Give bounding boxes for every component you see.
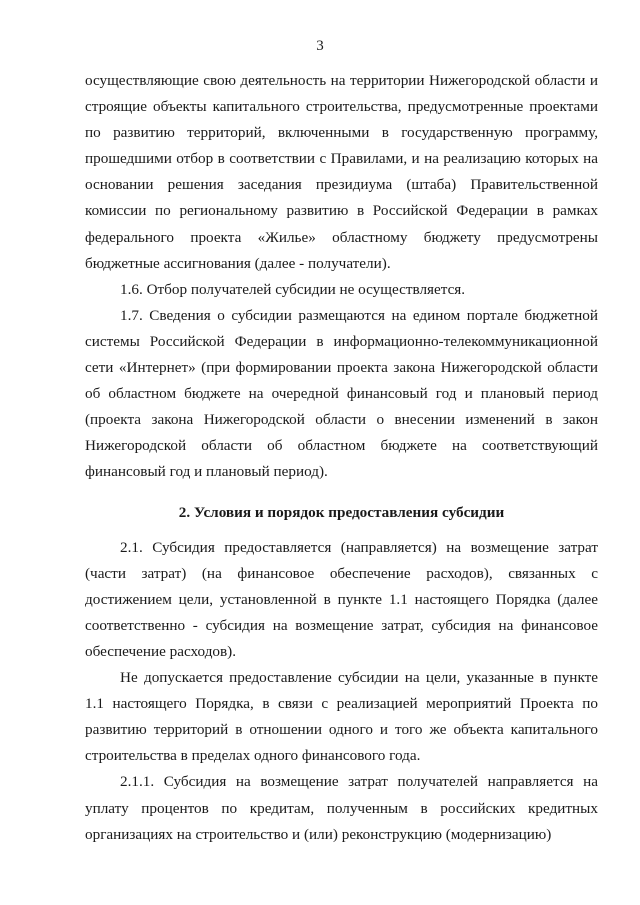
- paragraph-2-1: 2.1. Субсидия предоставляется (направляется) на возмещение затрат (части затрат) (на финансовое обеспечение расходов), связанных с достижением цели, установленной в пункте 1.1 настоящего Порядка (далее соответственно - субсидия на возмещение затрат, субсидия на финансовое обеспечение расходов).: [85, 538, 598, 660]
- paragraph-2-1-1: 2.1.1. Субсидия на возмещение затрат получателей направляется на уплату процентов по кредитам, полученным в российских кредитных организациях на строительство и (или) реконструкцию (модернизацию): [85, 773, 598, 843]
- paragraph-1-7: 1.7. Сведения о субсидии размещаются на едином портале бюджетной системы Российской Федерации в информационно-телекоммуникационной сети «Интернет» (при формировании проекта закона Нижегородской области об областном бюджете на очередной финансовый год и плановый период (проекта закона Нижегородской области о внесении изменений в закон Нижегородской области об областном бюджете на соответствующий финансовый год и плановый период).: [85, 306, 598, 481]
- page-number: 3: [316, 38, 324, 54]
- paragraph-recipients: осуществляющие свою деятельность на территории Нижегородской области и строящие объекты капитального строительства, предусмотренные проектами по развитию территорий, включенными в государственную программу, прошедшими отбор в соответствии с Правилами, и на реализацию которых на основании решения заседания президиума (штаба) Правительственной комиссии по региональному развитию в Российской Федерации в рамках федерального проекта «Жилье» областному бюджету предусмотрены бюджетные ассигнования (далее - получатели).: [85, 72, 598, 272]
- paragraph-1-6: 1.6. Отбор получателей субсидии не осуществляется.: [120, 280, 466, 298]
- spacer: [85, 486, 598, 500]
- spacer: [85, 526, 598, 535]
- document-body: [85, 68, 598, 848]
- section-heading: 2. Условия и порядок предоставления субсидии: [178, 503, 505, 521]
- paragraph-not-allowed: Не допускается предоставление субсидии на цели, указанные в пункте 1.1 настоящего Порядка, в связи с реализацией мероприятий Проекта по развитию территорий в отношении одного и того же объекта капитального строительства в пределах одного финансового года.: [85, 669, 598, 765]
